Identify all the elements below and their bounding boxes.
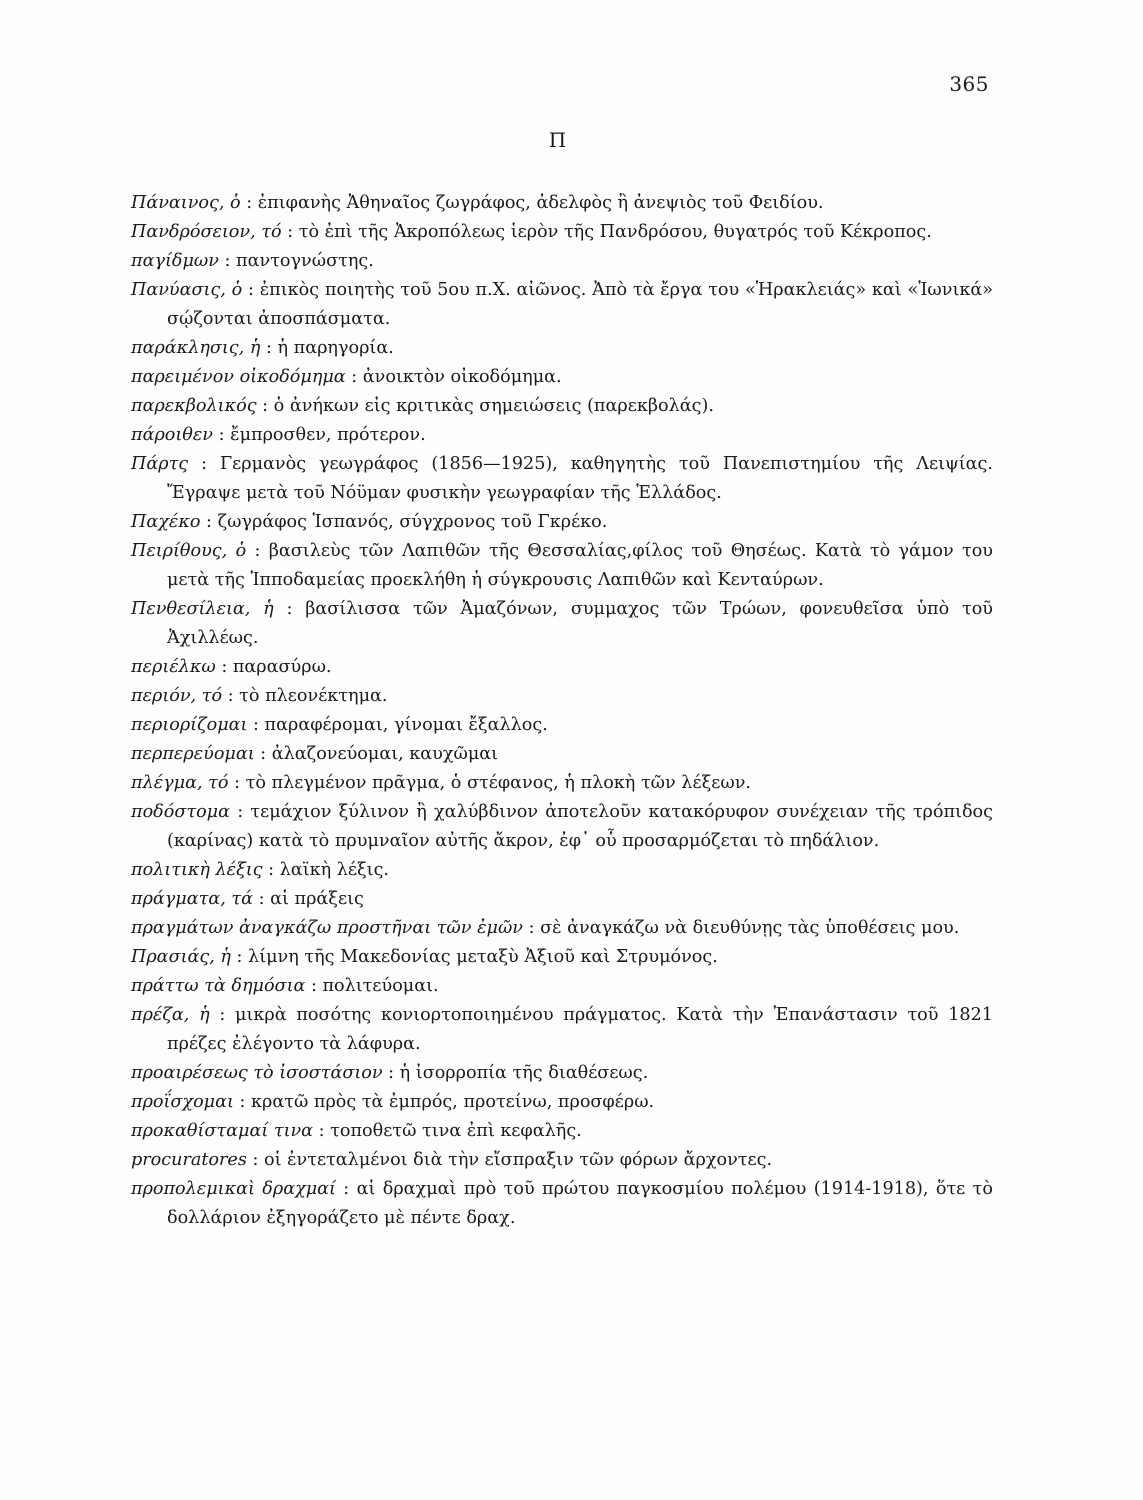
entry-definition: : λαϊκὴ λέξις. [262,860,390,880]
entry-term: παγίδμων [131,251,219,271]
entry-term: Πανύασις, ὁ [131,280,243,300]
glossary-entry [131,595,993,653]
entry-term: περιόν, τό [131,686,223,706]
glossary-entry [131,972,993,1001]
entry-definition: : πολιτεύομαι. [305,976,439,996]
glossary-entry [131,1088,993,1117]
page-number: 365 [949,72,989,96]
glossary-entry [131,218,993,247]
glossary-entry [131,711,993,740]
entry-definition: : μικρὰ ποσότης κονιορτοποιημένου πράγματος. Κατὰ τὴν Ἐπανάστασιν τοῦ 1821 πρέζες ἐλέγοντο τὰ λάφυρα. [167,1005,993,1054]
glossary-entry [131,1175,993,1233]
glossary-entry [131,537,993,595]
entry-definition: : ἡ ἰσορροπία τῆς διαθέσεως. [382,1063,649,1083]
entry-term: procuratores [131,1150,247,1170]
glossary-entry [131,189,993,218]
glossary-entry [131,1001,993,1059]
entry-term: πράττω τὰ δημόσια [131,976,306,996]
entry-term: παρειμένον οἰκοδόμημα [131,367,346,387]
entry-definition: : ἀνοικτὸν οἰκοδόμημα. [345,367,562,387]
entry-term: πράγματα, τά [131,889,254,909]
glossary-entry [131,914,993,943]
entry-definition: : βασιλεὺς τῶν Λαπιθῶν τῆς Θεσσαλίας,φίλος τοῦ Θησέως. Κατὰ τὸ γάμον του μετὰ τῆς Ἱπποδαμείας προεκλήθη ἡ σύγκρουσις Λαπιθῶν καὶ Κενταύρων. [167,541,993,590]
entry-term: Παχέκο [131,512,201,532]
glossary-entry [131,682,993,711]
entry-definition: : λίμνη τῆς Μακεδονίας μεταξὺ Ἀξιοῦ καὶ Στρυμόνος. [230,947,718,967]
entry-definition: : ἔμπροσθεν, πρότερον. [213,425,426,445]
glossary-entry [131,363,993,392]
entry-term: πρέζα, ἡ [131,1005,210,1025]
entry-term: Πάναινος, ὁ [131,193,241,213]
glossary-entry [131,392,993,421]
glossary-entry [131,334,993,363]
entry-definition: : παντογνώστης. [218,251,374,271]
glossary-entry [131,1117,993,1146]
entry-term: πολιτικὴ λέξις [131,860,263,880]
entry-definition: : παρασύρω. [215,657,332,677]
glossary-entry [131,247,993,276]
glossary-entries [131,189,993,1233]
entry-definition: : ἐπιφανὴς Ἀθηναῖος ζωγράφος, ἀδελφὸς ἢ ἀνεψιὸς τοῦ Φειδίου. [240,193,824,213]
glossary-entry [131,885,993,914]
entry-definition: : βασίλισσα τῶν Ἀμαζόνων, συμμαχος τῶν Τρώων, φονευθεῖσα ὑπὸ τοῦ Ἀχιλλέως. [167,599,993,648]
entry-definition: : ζωγράφος Ἱσπανός, σύγχρονος τοῦ Γκρέκο. [200,512,608,532]
entry-term: περιορίζομαι [131,715,248,735]
entry-term: Πρασιάς, ἡ [131,947,231,967]
entry-definition: : τὸ πλεγμένον πρᾶγμα, ὁ στέφανος, ἡ πλοκὴ τῶν λέξεων. [228,773,752,793]
entry-term: προαιρέσεως τὸ ἰσοστάσιον [131,1063,383,1083]
entry-term: περπερεύομαι [131,744,255,764]
entry-definition: : αἱ πράξεις [253,889,364,909]
entry-definition: : ἐπικὸς ποιητὴς τοῦ 5ου π.Χ. αἰῶνος. Ἀπὸ τὰ ἔργα του «Ἡρακλειάς» καὶ «Ἰωνικά» σῴζονται ἀποσπάσματα. [167,280,993,329]
glossary-entry [131,740,993,769]
entry-term: παρεκβολικός [131,396,257,416]
entry-definition: : ὁ ἀνήκων εἰς κριτικὰς σημειώσεις (παρεκβολάς). [256,396,714,416]
entry-term: Πανδρόσειον, τό [131,222,282,242]
entry-definition: : ἡ παρηγορία. [260,338,394,358]
glossary-entry [131,1059,993,1088]
entry-term: προπολεμικαὶ δραχμαί [131,1179,336,1199]
glossary-entry [131,798,993,856]
entry-definition: : τεμάχιον ξύλινον ἢ χαλύβδινον ἀποτελοῦν κατακόρυφον συνέχειαν τῆς τρόπιδος (καρίνας) κατὰ τὸ πρυμναῖον αὐτῆς ἄκρον, ἐφ᾽ οὗ προσαρμόζεται τὸ πηδάλιον. [167,802,993,851]
entry-term: πλέγμα, τό [131,773,229,793]
entry-term: Πειρίθους, ὁ [131,541,247,561]
entry-definition: : παραφέρομαι, γίνομαι ἔξαλλος. [247,715,548,735]
entry-definition: : τὸ ἐπὶ τῆς Ἀκροπόλεως ἱερὸν τῆς Πανδρόσου, θυγατρός τοῦ Κέκροπος. [281,222,932,242]
glossary-entry [131,276,993,334]
glossary-entry [131,856,993,885]
glossary-entry [131,450,993,508]
entry-term: πραγμάτων ἀναγκάζω προστῆναι τῶν ἐμῶν [131,918,523,938]
entry-term: προκαθίσταμαί τινα [131,1121,314,1141]
glossary-entry [131,508,993,537]
entry-term: περιέλκω [131,657,216,677]
entry-term: Πάρτς [131,454,189,474]
section-letter: Π [548,128,567,152]
entry-definition: : οἱ ἐντεταλμένοι διὰ τὴν εἴσπραξιν τῶν φόρων ἄρχοντες. [246,1150,773,1170]
glossary-entry [131,943,993,972]
glossary-entry [131,1146,993,1175]
entry-term: πάροιθεν [131,425,214,445]
entry-definition: : αἱ δραχμαὶ πρὸ τοῦ πρώτου παγκοσμίου πολέμου (1914-1918), ὅτε τὸ δολλάριον ἐξηγοράζετο μὲ πέντε δραχ. [167,1179,993,1228]
entry-term: ποδόστομα [131,802,230,822]
glossary-entry [131,653,993,682]
entry-definition: : τοποθετῶ τινα ἐπὶ κεφαλῆς. [313,1121,582,1141]
entry-definition: : ἀλαζονεύομαι, καυχῶμαι [254,744,499,764]
glossary-entry [131,421,993,450]
entry-definition: : κρατῶ πρὸς τὰ ἐμπρός, προτείνω, προσφέρω. [233,1092,655,1112]
entry-definition: : τὸ πλεονέκτημα. [222,686,388,706]
entry-term: παράκλησις, ἡ [131,338,261,358]
glossary-entry [131,769,993,798]
entry-definition: : Γερμανὸς γεωγράφος (1856—1925), καθηγητὴς τοῦ Πανεπιστημίου τῆς Λειψίας. Ἔγραψε μετὰ τοῦ Νόϋμαν φυσικὴν γεωγραφίαν τῆς Ἑλλάδος. [167,454,993,503]
entry-term: Πενθεσίλεια, ἡ [131,599,274,619]
entry-definition: : σὲ ἀναγκάζω νὰ διευθύνῃς τὰς ὑποθέσεις μου. [523,918,960,938]
entry-term: προΐσχομαι [131,1092,234,1112]
